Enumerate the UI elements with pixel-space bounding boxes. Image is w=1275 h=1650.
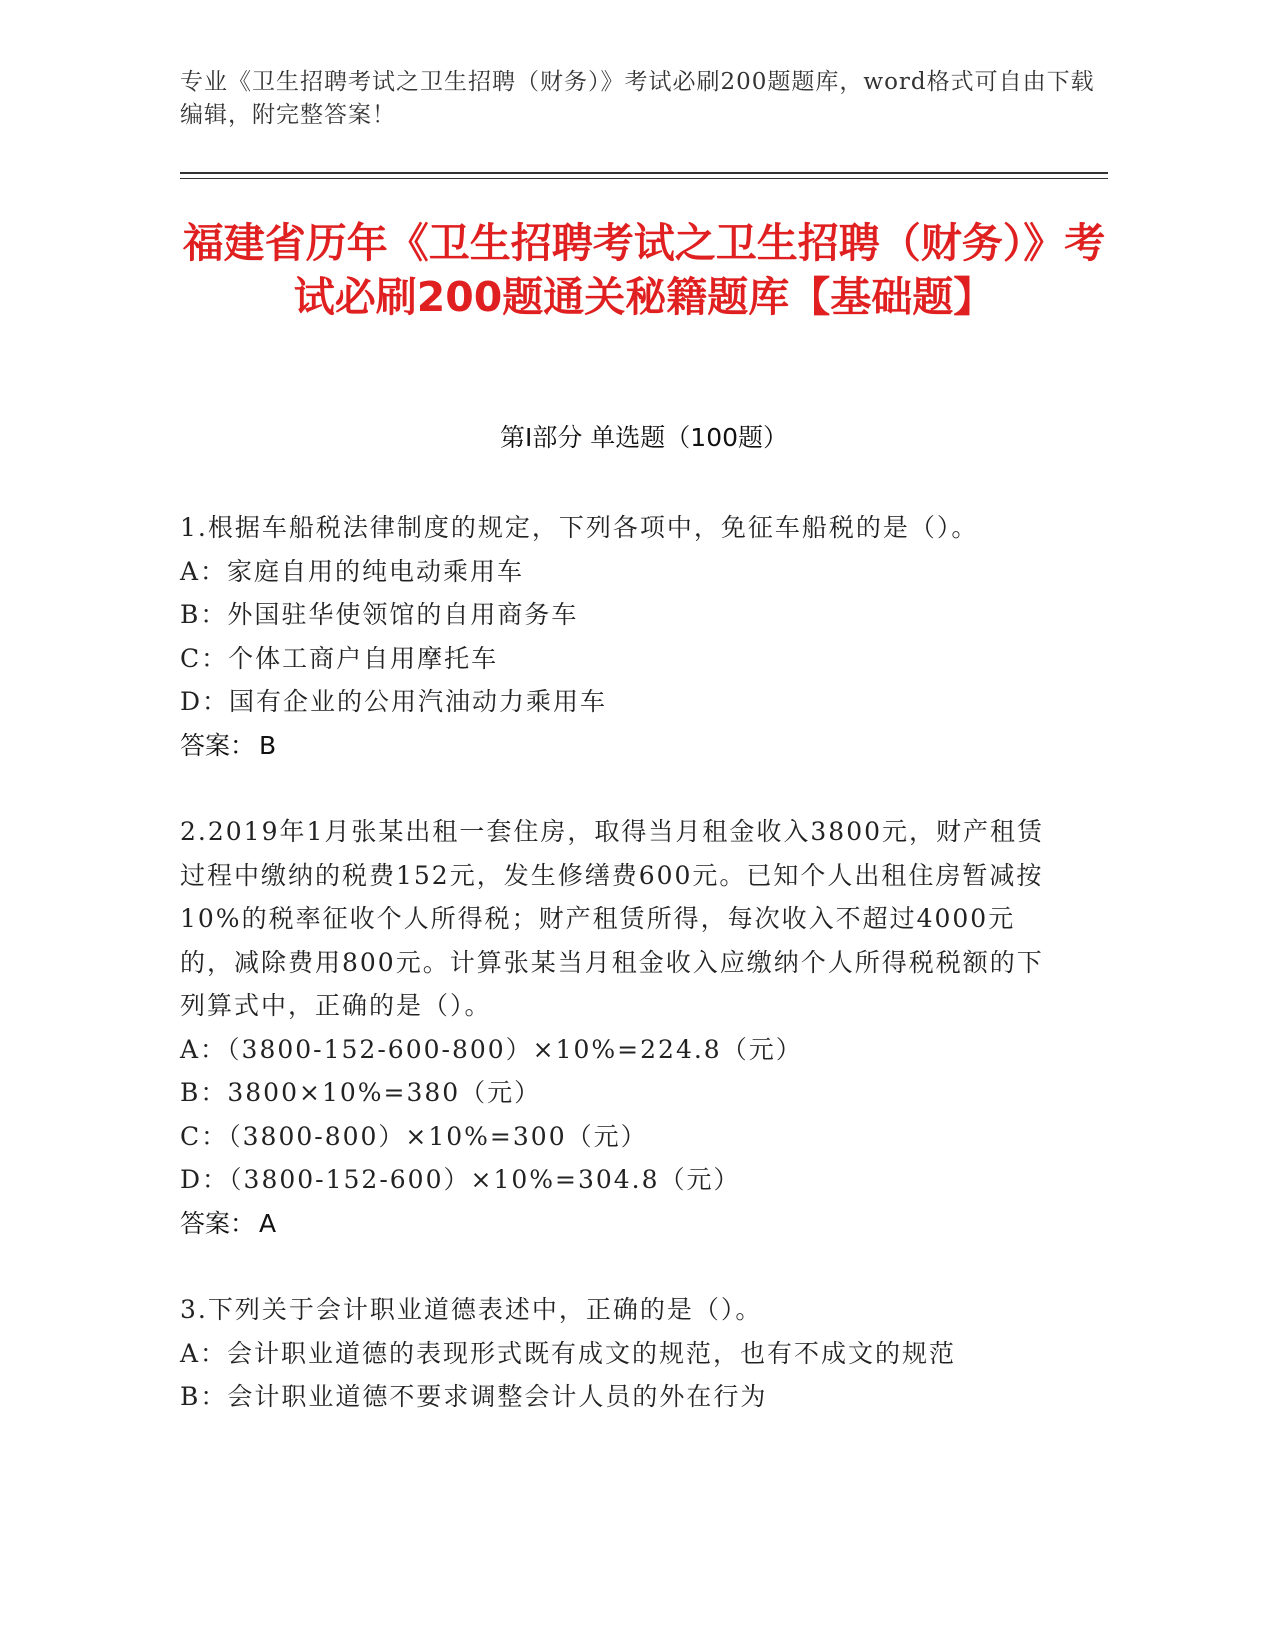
question-stem: 1.根据车船税法律制度的规定，下列各项中，免征车船税的是（）。 [180, 513, 979, 542]
header-divider-thin [180, 178, 1108, 179]
header-note: 专业《卫生招聘考试之卫生招聘（财务）》考试必刷200题题库，word格式可自由下载编辑，附完整答案！ [180, 69, 1095, 128]
section-title: 第Ⅰ部分 单选题（100题） [499, 423, 789, 452]
answer-label: 答案： [180, 1208, 256, 1238]
answer-line [180, 1202, 1060, 1246]
question-stem: 2.2019年1月张某出租一套住房，取得当月租金收入3800元，财产租赁过程中缴纳的税费152元，发生修缮费600元。已知个人出租住房暂减按10%的税率征收个人所得税；财产租赁所得，每次收入不超过4000元的，减除费用800元。计算张某当月租金收入应缴纳个人所得税税额的下列算式中，正确的是（）。 [180, 817, 1045, 1020]
question-1 [180, 506, 1060, 767]
option-c: C：（3800-800）×10%=300（元） [180, 1121, 648, 1151]
option-a: A：会计职业道德的表现形式既有成文的规范，也有不成文的规范 [180, 1338, 957, 1368]
answer-line [180, 724, 1060, 768]
option-b: B：3800×10%=380（元） [180, 1078, 542, 1107]
option-b: B：会计职业道德不要求调整会计人员的外在行为 [180, 1382, 768, 1411]
option-d: D：（3800-152-600）×10%=304.8（元） [180, 1165, 741, 1194]
document-title: 福建省历年《卫生招聘考试之卫生招聘（财务）》考试必刷200题通关秘籍题库【基础题】 [182, 219, 1106, 321]
header-divider-thick [180, 172, 1108, 174]
question-list [180, 506, 1060, 1462]
option-b: B：外国驻华使领馆的自用商务车 [180, 600, 579, 629]
option-d: D：国有企业的公用汽油动力乘用车 [180, 687, 608, 716]
question-stem: 3.下列关于会计职业道德表述中，正确的是（）。 [180, 1295, 763, 1324]
option-a: A：（3800-152-600-800）×10%=224.8（元） [180, 1034, 803, 1064]
question-2 [180, 810, 1060, 1245]
answer-value: B [259, 730, 277, 760]
answer-value: A [259, 1208, 277, 1238]
option-a: A：家庭自用的纯电动乘用车 [180, 556, 525, 586]
answer-label: 答案： [180, 730, 256, 760]
option-c: C：个体工商户自用摩托车 [180, 643, 499, 673]
question-3 [180, 1288, 1060, 1419]
